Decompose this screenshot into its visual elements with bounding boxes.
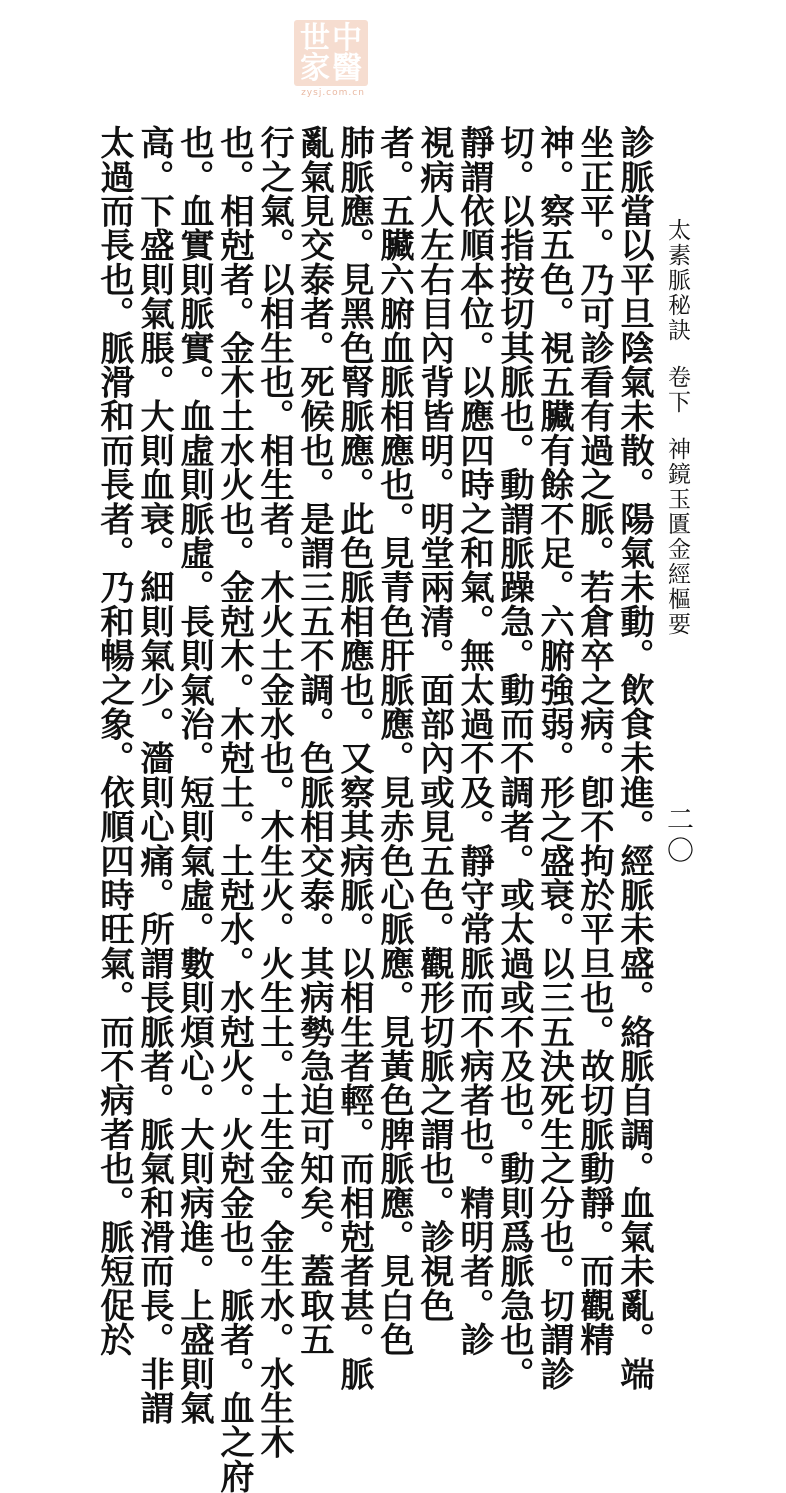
watermark-badge [294,20,368,86]
text-column: 診脈當以平旦陰氣未散。陽氣未動。飲食未進。經脈未盛。絡脈自調。血氣未亂。端 [614,125,654,1391]
page-number: 二〇 [662,805,693,867]
volume-label: 卷下 [664,365,690,415]
text-column: 亂氣見交泰者。死候也。是謂三五不調。色脈相交泰。其病勢急迫可知矣。蓋取五 [294,125,334,1357]
running-header [660,218,694,637]
text-column: 肺脈應。見黑色腎脈應。此色脈相應也。又察其病脈。以相生者輕。而相尅者甚。脈 [334,125,374,1391]
text-column: 太過而長也。脈滑和而長者。乃和暢之象。依順四時旺氣。而不病者也。脈短促於 [94,125,134,1357]
text-column: 者。五臟六腑血脈相應也。見青色肝脈應。見赤色心脈應。見黃色脾脈應。見白色 [374,125,414,1357]
watermark-char: 世 [300,21,330,56]
text-column: 神。察五色。視五臟有餘不足。六腑強弱。形之盛衰。以三五決死生之分也。切謂診 [534,125,574,1391]
text-column: 也。相尅者。金木土水火也。金尅木。木尅土。土尅水。水尅火。火尅金也。脈者。血之府 [214,125,254,1493]
watermark-char: 中 [332,21,362,56]
text-column: 也。血實則脈實。血虛則脈虛。長則氣治。短則氣虛。數則煩心。大則病進。上盛則氣 [174,125,214,1425]
text-column: 行之氣。以相生也。相生者。木火土金水也。木生火。火生土。土生金。金生水。水生木 [254,125,294,1459]
watermark-site-url: zysj.com.cn [301,88,365,98]
text-column: 視病人左右目內背皆明。明堂兩清。面部內或見五色。觀形切脈之謂也。診視色 [414,125,454,1322]
text-column: 切。以指按切其脈也。動謂脈躁急。動而不調者。或太過或不及也。動則爲脈急也。 [494,125,534,1391]
text-column: 靜謂依順本位。以應四時之和氣。無太過不及。靜守常脈而不病者也。精明者。診 [454,125,494,1357]
text-column: 高。下盛則氣脹。大則血衰。細則氣少。濇則心痛。所謂長脈者。脈氣和滑而長。非謂 [134,125,174,1425]
site-watermark-logo [294,20,372,98]
text-column: 坐正平。乃可診看有過之脈。若倉卒之病。卽不拘於平旦也。故切脈動靜。而觀精 [574,125,614,1357]
book-title: 太素脈秘訣 [664,218,690,343]
section-title: 神鏡玉匱金經樞要 [664,437,690,637]
watermark-char: 家 [300,51,330,86]
watermark-char: 醫 [332,51,362,86]
